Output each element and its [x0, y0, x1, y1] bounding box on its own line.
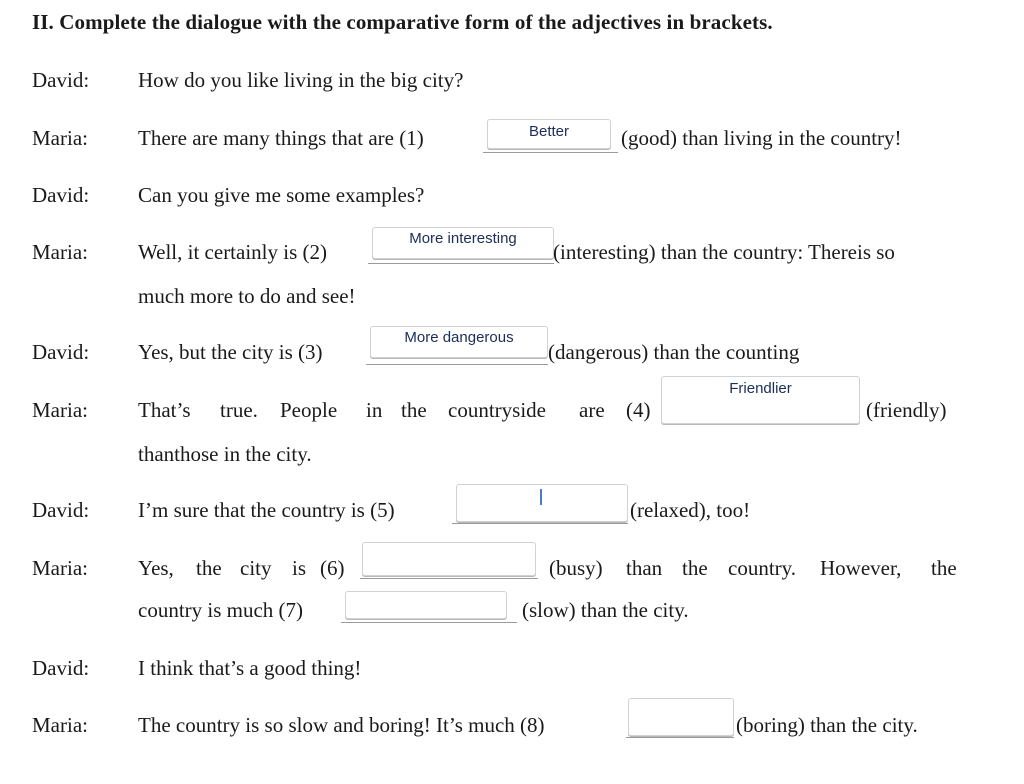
dialogue-text-after: (friendly): [866, 398, 947, 422]
text-cursor: [540, 489, 542, 505]
answer-input-6[interactable]: [362, 542, 536, 576]
word: country.: [728, 556, 797, 580]
word: (6): [320, 556, 345, 580]
word: (busy): [549, 556, 603, 580]
word: countryside: [448, 398, 546, 422]
dialogue-text-after: (boring) than the city.: [736, 713, 918, 737]
dialogue-text-before: Yes, but the city is (3): [138, 340, 323, 364]
word: the: [401, 398, 427, 422]
speaker-label: David:: [32, 340, 90, 364]
dialogue-continuation: much more to do and see!: [138, 284, 356, 308]
answer-underline: [452, 523, 628, 524]
dialogue-text-after: (slow) than the city.: [522, 598, 689, 622]
dialogue-text-before: country is much (7): [138, 598, 304, 622]
word: However,: [820, 556, 902, 580]
speaker-label: Maria:: [32, 240, 88, 264]
answer-underline: [360, 578, 538, 579]
answer-input-2[interactable]: More interesting: [372, 227, 554, 259]
answer-input-3[interactable]: More dangerous: [370, 326, 548, 358]
word: the: [196, 556, 222, 580]
speaker-label: David:: [32, 183, 90, 207]
dialogue-text-after: (dangerous) than the counting: [548, 340, 800, 364]
dialogue-continuation: thanthose in the city.: [138, 442, 312, 466]
word: are: [579, 398, 605, 422]
speaker-label: David:: [32, 68, 90, 92]
word: the: [931, 556, 957, 580]
answer-underline: [366, 364, 548, 365]
dialogue-text-after: (good) than living in the country!: [621, 126, 902, 150]
dialogue-text-after: (interesting) than the country: Thereis so: [553, 240, 895, 264]
answer-input-7[interactable]: [345, 591, 507, 619]
exercise-heading: II. Complete the dialogue with the comparative form of the adjectives in brackets.: [32, 10, 773, 34]
speaker-label: David:: [32, 656, 90, 680]
answer-input-8[interactable]: [628, 698, 734, 736]
word: in: [366, 398, 383, 422]
dialogue-text-before: There are many things that are (1): [138, 126, 424, 150]
speaker-label: Maria:: [32, 398, 88, 422]
word: than: [626, 556, 663, 580]
word: the: [682, 556, 708, 580]
answer-input-4[interactable]: Friendlier: [661, 376, 860, 424]
answer-input-5[interactable]: [456, 484, 628, 522]
answer-underline: [341, 622, 517, 623]
speaker-label: David:: [32, 498, 90, 522]
word: (4): [626, 398, 651, 422]
word: city: [240, 556, 272, 580]
speaker-label: Maria:: [32, 556, 88, 580]
dialogue-line: Can you give me some examples?: [138, 183, 425, 207]
answer-underline: [368, 263, 554, 264]
dialogue-text-before: The country is so slow and boring! It’s much (8): [138, 713, 545, 737]
answer-underline: [626, 737, 734, 738]
word: is: [292, 556, 307, 580]
dialogue-text-before: I’m sure that the country is (5): [138, 498, 395, 522]
word: Yes,: [138, 556, 174, 580]
word: true.: [220, 398, 258, 422]
word: That’s: [138, 398, 191, 422]
speaker-label: Maria:: [32, 126, 88, 150]
dialogue-text-after: (relaxed), too!: [630, 498, 751, 522]
dialogue-line: I think that’s a good thing!: [138, 656, 362, 680]
dialogue-text-before: Well, it certainly is (2): [138, 240, 327, 264]
speaker-label: Maria:: [32, 713, 88, 737]
answer-input-1[interactable]: Better: [487, 119, 611, 149]
word: People: [280, 398, 338, 422]
answer-underline: [483, 152, 618, 153]
dialogue-line: How do you like living in the big city?: [138, 68, 464, 92]
